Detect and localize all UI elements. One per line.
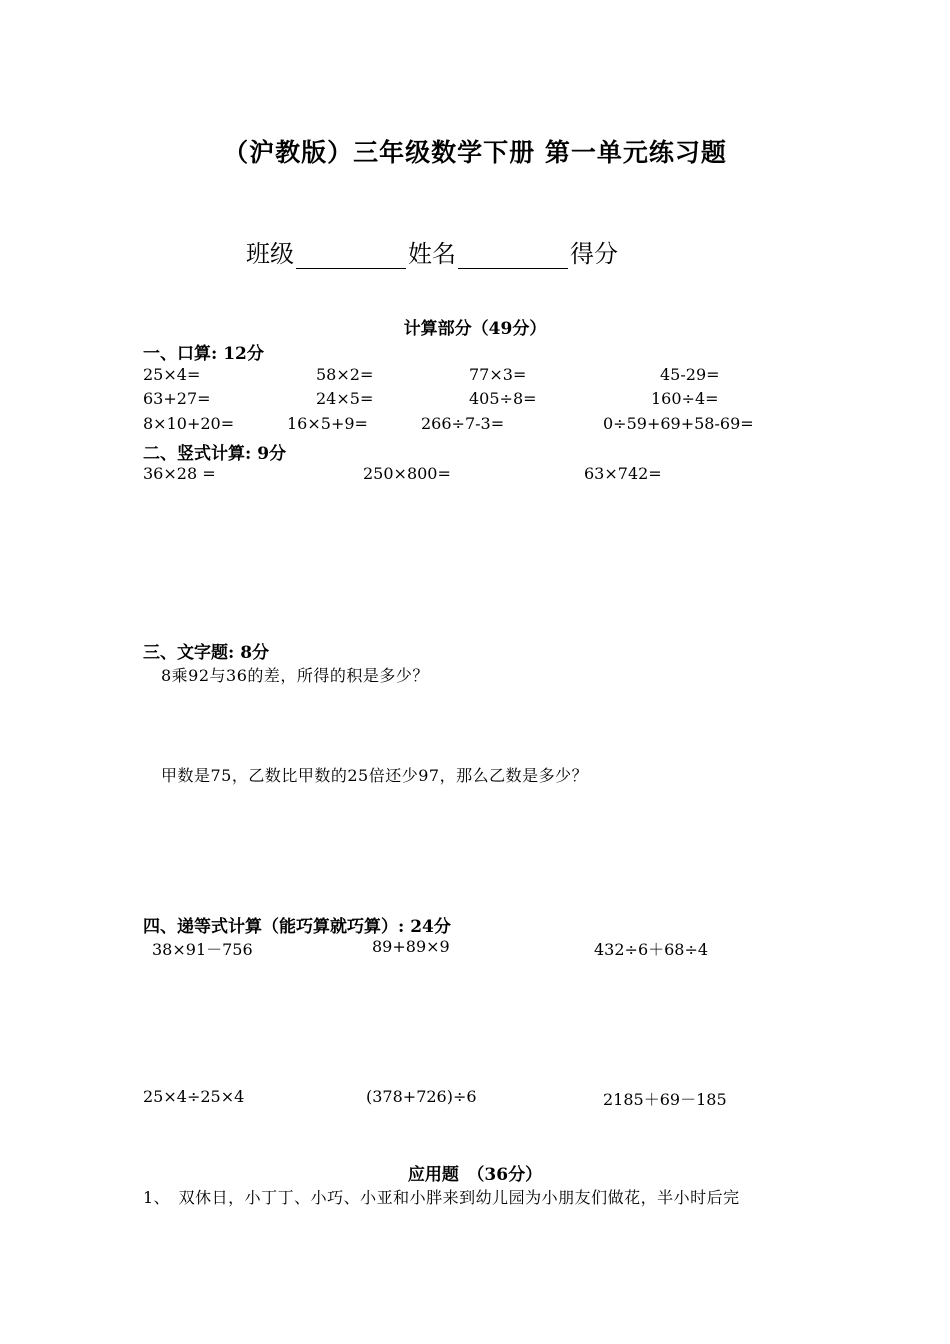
- part1-heading: 一、口算: 12分: [143, 344, 264, 364]
- part4-heading: 四、递等式计算（能巧算就巧算）: 24分: [143, 917, 451, 937]
- oral-item: 45-29=: [660, 365, 720, 384]
- word-question-2: 甲数是75，乙数比甲数的25倍还少97，那么乙数是多少？: [161, 766, 589, 785]
- step-calc-item: 432÷6＋68÷4: [594, 940, 709, 959]
- vertical-calc-item: 250×800=: [363, 464, 451, 483]
- score-label: 得分: [570, 240, 618, 268]
- part3-heading: 三、文字题: 8分: [143, 643, 270, 663]
- oral-item: 77×3=: [469, 365, 527, 384]
- oral-item: 266÷7-3=: [421, 414, 505, 433]
- app-section-title: 应用题 （36分）: [407, 1165, 543, 1185]
- oral-item: 405÷8=: [469, 389, 537, 408]
- app-question-1: 1、 双休日，小丁丁、小巧、小亚和小胖来到幼儿园为小朋友们做花，半小时后完: [143, 1188, 740, 1207]
- oral-item: 160÷4=: [651, 389, 719, 408]
- oral-item: 25×4=: [143, 365, 201, 384]
- step-calc-item: 2185＋69－185: [603, 1090, 727, 1109]
- oral-item: 8×10+20=: [143, 414, 235, 433]
- calc-section-title: 计算部分（49分）: [403, 319, 547, 339]
- name-blank: [458, 244, 568, 269]
- word-question-1: 8乘92与36的差，所得的积是多少？: [161, 666, 429, 685]
- vertical-calc-item: 36×28 =: [143, 464, 216, 483]
- step-calc-item: 89+89×9: [372, 937, 450, 956]
- page-title: （沪教版）三年级数学下册 第一单元练习题: [223, 138, 727, 167]
- oral-item: 24×5=: [316, 389, 374, 408]
- step-calc-item: 25×4÷25×4: [143, 1087, 245, 1106]
- name-label: 姓名: [408, 240, 456, 268]
- part2-heading: 二、竖式计算: 9分: [143, 444, 287, 464]
- oral-item: 58×2=: [316, 365, 374, 384]
- oral-item: 0÷59+69+58-69=: [603, 414, 754, 433]
- oral-item: 63+27=: [143, 389, 211, 408]
- oral-item: 16×5+9=: [287, 414, 368, 433]
- class-label: 班级: [246, 240, 294, 268]
- vertical-calc-item: 63×742=: [584, 464, 662, 483]
- step-calc-item: (378+726)÷6: [366, 1087, 477, 1106]
- class-blank: [296, 244, 406, 269]
- step-calc-item: 38×91－756: [152, 940, 253, 959]
- student-info-line: [246, 234, 618, 269]
